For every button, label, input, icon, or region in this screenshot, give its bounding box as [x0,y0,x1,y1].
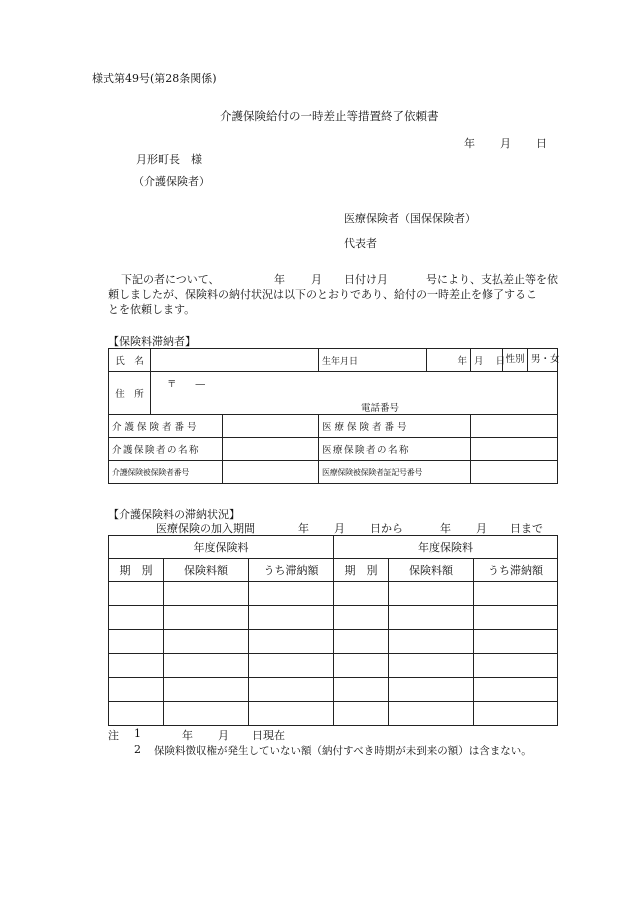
table-cell[interactable] [334,582,389,606]
table-cell[interactable] [389,678,474,702]
delinquency-status-table [108,535,558,726]
table-cell[interactable] [334,678,389,702]
table-cell[interactable] [474,654,558,678]
care-insurer-name-value[interactable] [223,438,319,461]
notes-label: 注 [108,729,119,742]
period-label: 医療保険の加入期間 [156,522,255,535]
date-year-label: 年 [464,137,475,150]
section-status-title: 【介護保険料の滞納状況】 [108,508,240,521]
sender-label: （介護保険者） [133,175,210,188]
note1-month: 月 [218,729,229,742]
medical-insured-card-number-label: 医療保険被保険者証記号番号 [319,461,471,484]
birth-day: 日 [495,356,506,367]
period-year1: 年 [298,522,309,535]
medical-insurer-name-label: 医療保険者の名称 [319,438,471,461]
table-cell[interactable] [164,606,249,630]
table-cell[interactable] [109,654,164,678]
period-from: 日から [370,522,403,535]
date-day-label: 日 [536,137,547,150]
sex-options[interactable]: 男・女 [531,354,560,365]
form-number: 様式第49号(第28条関係) [92,72,217,85]
postal-mark: 〒 ― [167,379,206,390]
table-cell[interactable] [109,606,164,630]
table-row [109,702,558,726]
table-cell[interactable] [474,582,558,606]
table-cell[interactable] [164,654,249,678]
address-value-cell[interactable] [151,372,558,415]
care-insurer-number-label: 介護保険者番号 [109,415,223,438]
phone-label: 電話番号 [361,403,400,414]
note2-text: 保険料徴収権が発生していない額（納付すべき時期が未到来の額）は含まない。 [154,745,532,757]
table-row [109,582,558,606]
table-cell[interactable] [109,702,164,726]
table-cell[interactable] [334,654,389,678]
col-delinquent-left: うち滞納額 [249,559,334,582]
table-row [109,678,558,702]
addressee: 月形町長 様 [136,153,202,166]
table-cell[interactable] [389,654,474,678]
care-insurer-number-value[interactable] [223,415,319,438]
body-line1-start: 下記の者について、 [121,273,220,286]
sex-label: 性別 [503,349,528,371]
delinquent-person-table [108,348,558,484]
body-line1-month: 月 [311,273,322,286]
table-cell[interactable] [389,702,474,726]
table-cell[interactable] [389,582,474,606]
period-month2: 月 [476,522,487,535]
period-to: 日まで [510,522,543,535]
table-cell[interactable] [334,630,389,654]
table-cell[interactable] [249,582,334,606]
date-month-label: 月 [500,137,511,150]
table-cell[interactable] [474,678,558,702]
table-cell[interactable] [164,678,249,702]
birthdate-md-cell[interactable] [471,349,506,372]
table-cell[interactable] [164,630,249,654]
section-delinquent-title: 【保険料滞納者】 [108,335,196,348]
col-premium-right: 保険料額 [389,559,474,582]
col-period-right: 期 別 [334,559,389,582]
table-cell[interactable] [389,630,474,654]
birthdate-label: 生年月日 [319,349,427,372]
period-year2: 年 [440,522,451,535]
body-line1-day: 日付け月 [344,273,388,286]
table-cell[interactable] [249,606,334,630]
table-row [109,630,558,654]
table-cell[interactable] [164,582,249,606]
address-label: 住 所 [109,372,151,415]
care-insurer-name-label: 介護保険者の名称 [109,438,223,461]
medical-insurer-number-label: 医療保険者番号 [319,415,471,438]
table-cell[interactable] [249,702,334,726]
body-line1-year: 年 [274,273,285,286]
birth-year: 年 [457,356,468,367]
table-cell[interactable] [389,606,474,630]
care-insured-number-label: 介護保険被保険者番号 [109,461,223,484]
table-cell[interactable] [474,606,558,630]
period-month1: 月 [334,522,345,535]
note1-text: 日現在 [252,729,285,742]
table-cell[interactable] [109,678,164,702]
table-cell[interactable] [109,582,164,606]
note2-number: 2 [134,743,141,756]
medical-insurer-number-value[interactable] [471,415,558,438]
col-premium-left: 保険料額 [164,559,249,582]
col-delinquent-right: うち滞納額 [474,559,558,582]
document-title: 介護保険給付の一時差止等措置終了依頼書 [220,109,439,123]
table-cell[interactable] [474,630,558,654]
fiscal-year-header-left: 年度保険料 [109,536,334,559]
name-label: 氏 名 [109,349,151,372]
col-period-left: 期 別 [109,559,164,582]
insurer-label: 医療保険者（国保保険者） [344,212,476,225]
table-cell[interactable] [334,702,389,726]
table-cell[interactable] [334,606,389,630]
note1-number: 1 [134,727,141,740]
table-cell[interactable] [249,678,334,702]
body-line1-end: 号により、支払差止等を依 [426,273,558,286]
table-row [109,654,558,678]
table-cell[interactable] [249,630,334,654]
medical-insurer-name-value[interactable] [471,438,558,461]
care-insured-number-value[interactable] [223,461,319,484]
name-value-cell[interactable] [151,349,319,372]
fiscal-year-header-right: 年度保険料 [334,536,558,559]
body-line3: とを依頼します。 [108,303,196,316]
representative-label: 代表者 [344,237,377,250]
note1-year: 年 [182,729,193,742]
table-cell[interactable] [109,630,164,654]
birthdate-value-cell[interactable] [427,349,471,372]
medical-insured-card-number-value[interactable] [471,461,558,484]
body-line2: 頼しましたが、保険料の納付状況は以下のとおりであり、給付の一時差止を修了するこ [108,288,537,301]
table-cell[interactable] [164,702,249,726]
table-cell[interactable] [249,654,334,678]
sex-cell [503,349,558,372]
table-cell[interactable] [474,702,558,726]
table-row [109,606,558,630]
birth-month: 月 [474,356,484,367]
